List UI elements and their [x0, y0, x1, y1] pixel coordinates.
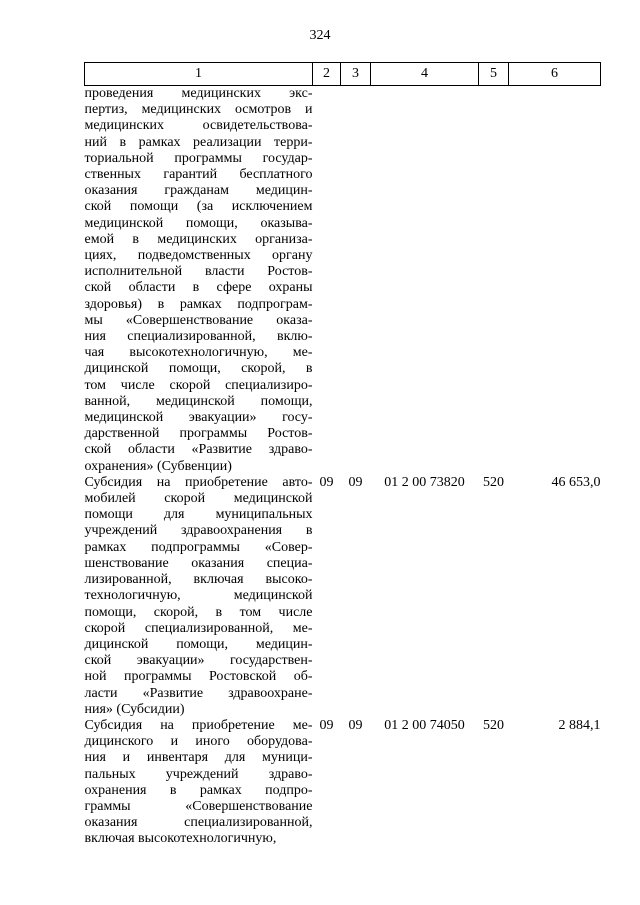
description-line: том числе скорой специализиро- [84, 377, 313, 393]
description-line: ской помощи (за исключением [84, 199, 313, 215]
description-line: помощи для муниципальных [84, 507, 313, 523]
description-line: граммы «Совершенствование [84, 798, 313, 814]
description-line: циях, подведомственных органу [84, 248, 313, 264]
row-amount [509, 86, 601, 475]
description-line: дицинского и иного оборудова- [84, 734, 313, 750]
budget-table [84, 62, 601, 848]
row-description [85, 86, 313, 475]
description-line: ной программы Ростовской об- [84, 669, 313, 685]
row-subsection-code: 09 [348, 474, 363, 490]
row-amount: 2 884,1 [558, 717, 601, 733]
table-row [85, 86, 601, 475]
table-body [85, 86, 601, 848]
row-section-code [313, 86, 341, 475]
description-line: исполнительной власти Ростов- [84, 264, 313, 280]
row-amount: 46 653,0 [551, 474, 601, 490]
description-line: дицинской помощи, медицин- [84, 636, 313, 652]
description-line: дицинской помощи, скорой, в [84, 361, 313, 377]
description-line: учреждений здравоохранения в [84, 523, 313, 539]
row-target-article-code [371, 86, 479, 475]
description-line: Субсидия на приобретение ме- [84, 717, 313, 733]
column-header-4: 4 [371, 63, 479, 86]
description-line: ний в рамках реализации терри- [84, 134, 313, 150]
row-expense-type-code [479, 86, 509, 475]
description-line: скорой специализированной, ме- [84, 620, 313, 636]
description-line: ской области в сфере охраны [84, 280, 313, 296]
description-line: включая высокотехнологичную, [84, 831, 277, 847]
row-description [85, 718, 313, 848]
description-line: пертиз, медицинских осмотров и [84, 102, 313, 118]
table-row [85, 718, 601, 848]
description-line: ния» (Субсидии) [84, 701, 185, 717]
description-line: ния специализированной, вклю- [84, 329, 313, 345]
description-line: проведения медицинских экс- [84, 86, 313, 101]
description-line: медицинской эвакуации» госу- [84, 410, 313, 426]
column-header-3: 3 [341, 63, 371, 86]
description-line: помощи, скорой, в том числе [84, 604, 313, 620]
description-line: пальных учреждений здраво- [84, 766, 313, 782]
description-line: ской эвакуации» государствен- [84, 653, 313, 669]
description-line: мобилей скорой медицинской [84, 491, 313, 507]
description-line: технологичную, медицинской [84, 588, 313, 604]
row-expense-type-code: 520 [483, 474, 504, 490]
description-line: охранения» (Субвенции) [84, 458, 232, 474]
row-subsection-code [341, 86, 371, 475]
description-line: медицинской помощи, оказыва- [84, 215, 313, 231]
description-line: ториальной программы государ- [84, 150, 313, 166]
description-line: лизированной, включая высоко- [84, 572, 313, 588]
table-row [85, 475, 601, 718]
description-line: ской области «Развитие здраво- [84, 442, 313, 458]
description-line: ванной, медицинской помощи, [84, 393, 313, 409]
row-target-article-code: 01 2 00 73820 [384, 474, 465, 490]
description-line: чая высокотехнологичную, ме- [84, 345, 313, 361]
row-expense-type-code: 520 [483, 717, 504, 733]
column-header-5: 5 [479, 63, 509, 86]
row-description [85, 475, 313, 718]
column-header-2: 2 [313, 63, 341, 86]
row-target-article-code: 01 2 00 74050 [384, 717, 465, 733]
description-line: оказания специализированной, [84, 815, 313, 831]
row-section-code: 09 [319, 474, 334, 490]
column-header-1: 1 [85, 63, 313, 86]
row-section-code: 09 [319, 717, 334, 733]
description-line: ния и инвентаря для муници- [84, 750, 313, 766]
column-header-6: 6 [509, 63, 601, 86]
description-line: шенствование оказания специа- [84, 555, 313, 571]
description-line: медицинских освидетельствова- [84, 118, 313, 134]
row-subsection-code: 09 [348, 717, 363, 733]
description-line: рамках подпрограммы «Совер- [84, 539, 313, 555]
description-line: ственных гарантий бесплатного [84, 167, 313, 183]
description-line: дарственной программы Ростов- [84, 426, 313, 442]
description-line: ласти «Развитие здравоохране- [84, 685, 313, 701]
description-line: здоровья) в рамках подпрограм- [84, 296, 313, 312]
description-line: охранения в рамках подпро- [84, 782, 313, 798]
description-line: Субсидия на приобретение авто- [84, 474, 313, 490]
description-line: оказания гражданам медицин- [84, 183, 313, 199]
description-line: емой в медицинских организа- [84, 231, 313, 247]
description-line: мы «Совершенствование оказа- [84, 312, 313, 328]
table-header-row [85, 63, 601, 86]
page-number: 324 [309, 28, 331, 43]
